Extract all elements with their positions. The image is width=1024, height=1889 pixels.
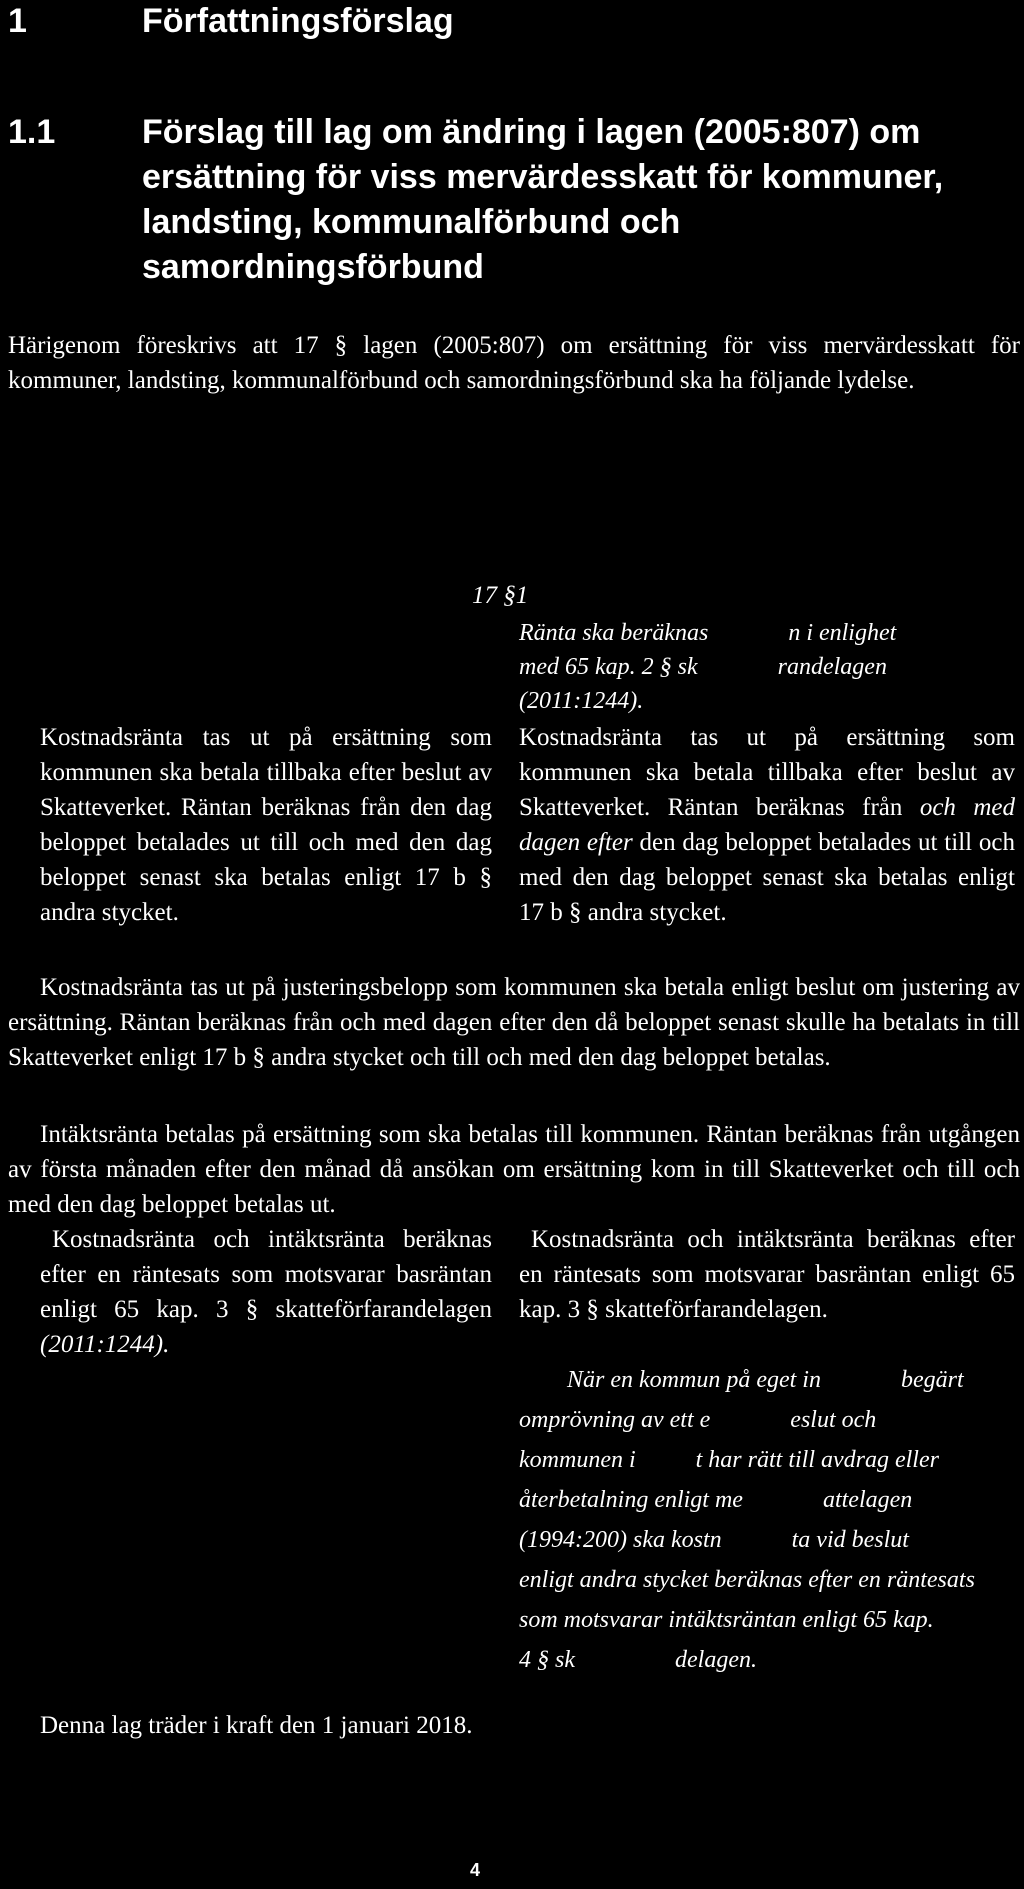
left-column-paragraph-1: Kostnadsränta tas ut på ersättning som kommunen ska betala tillbaka efter beslut av Skatteverket. Räntan beräknas från den dag beloppet betalades ut till och med den dag beloppet senast ska betalas enligt 17 b § andra stycket. <box>40 724 492 926</box>
section-title: Förslag till lag om ändring i lagen (2005:807) om ersättning för viss mervärdesskatt för kommuner, landsting, kommunalförbund och samordningsförbund <box>142 113 944 286</box>
chapter-number: 1 <box>8 2 27 40</box>
shared-paragraph-2: Intäktsränta betalas på ersättning som ska betalas till kommunen. Räntan beräknas från utgången av första månaden efter den månad då ansökan om ersättning kom in till Skatteverket och till och med den dag beloppet betalas ut. <box>8 1121 1020 1218</box>
page-number: 4 <box>470 1860 481 1880</box>
paragraph-section-label: 17 §1 <box>472 582 529 609</box>
fragment-line: (2011:1244). <box>519 688 644 714</box>
shared-paragraph-1: Kostnadsränta tas ut på justeringsbelopp som kommunen ska betala enligt beslut om justering av ersättning. Räntan beräknas från och med dagen efter den då beloppet senast skulle ha betalats in till Skatteverket enligt 17 b § andra stycket och till och med den dag beloppet betalas. <box>8 974 1020 1071</box>
chapter-title: Författningsförslag <box>142 2 454 40</box>
right-fragment-block <box>519 616 1015 718</box>
fragment-line: Ränta ska beräknas n i enlighet <box>519 620 897 646</box>
fragment-line: med 65 kap. 2 § sk randelagen <box>519 654 887 680</box>
right-column-paragraph-1: Kostnadsränta tas ut på ersättning som kommunen ska betala tillbaka efter beslut av Skatteverket. Räntan beräknas från och med dagen efter den dag beloppet betalades ut till och med den dag beloppet senast ska betalas enligt 17 b § andra stycket. <box>519 724 1016 926</box>
section-number: 1.1 <box>8 113 56 151</box>
left-column-paragraph-2: Kostnadsränta och intäktsränta beräknas efter en räntesats som motsvarar basräntan enligt 65 kap. 3 § skatteförfarandelagen (2011:1244). <box>40 1226 492 1358</box>
closing-statement: Denna lag träder i kraft den 1 januari 2018. <box>40 1712 473 1739</box>
intro-paragraph: Härigenom föreskrivs att 17 § lagen (2005:807) om ersättning för viss mervärdesskatt för kommuner, landsting, kommunalförbund och samordningsförbund ska ha följande lydelse. <box>8 332 1020 394</box>
right-column-paragraph-3: När en kommun på eget in begärt omprövning av ett e eslut och kommunen i t har rätt till avdrag eller återbetalning enligt me attelagen (1994:200) ska kostn ta vid beslut enligt andra stycket beräknas efter en räntesats som motsvarar intäktsräntan enligt 65 kap. 4 § sk delagen. <box>519 1367 975 1673</box>
right-column-paragraph-2: Kostnadsränta och intäktsränta beräknas efter en räntesats som motsvarar basräntan enligt 65 kap. 3 § skatteförfarandelagen. <box>519 1226 1015 1323</box>
